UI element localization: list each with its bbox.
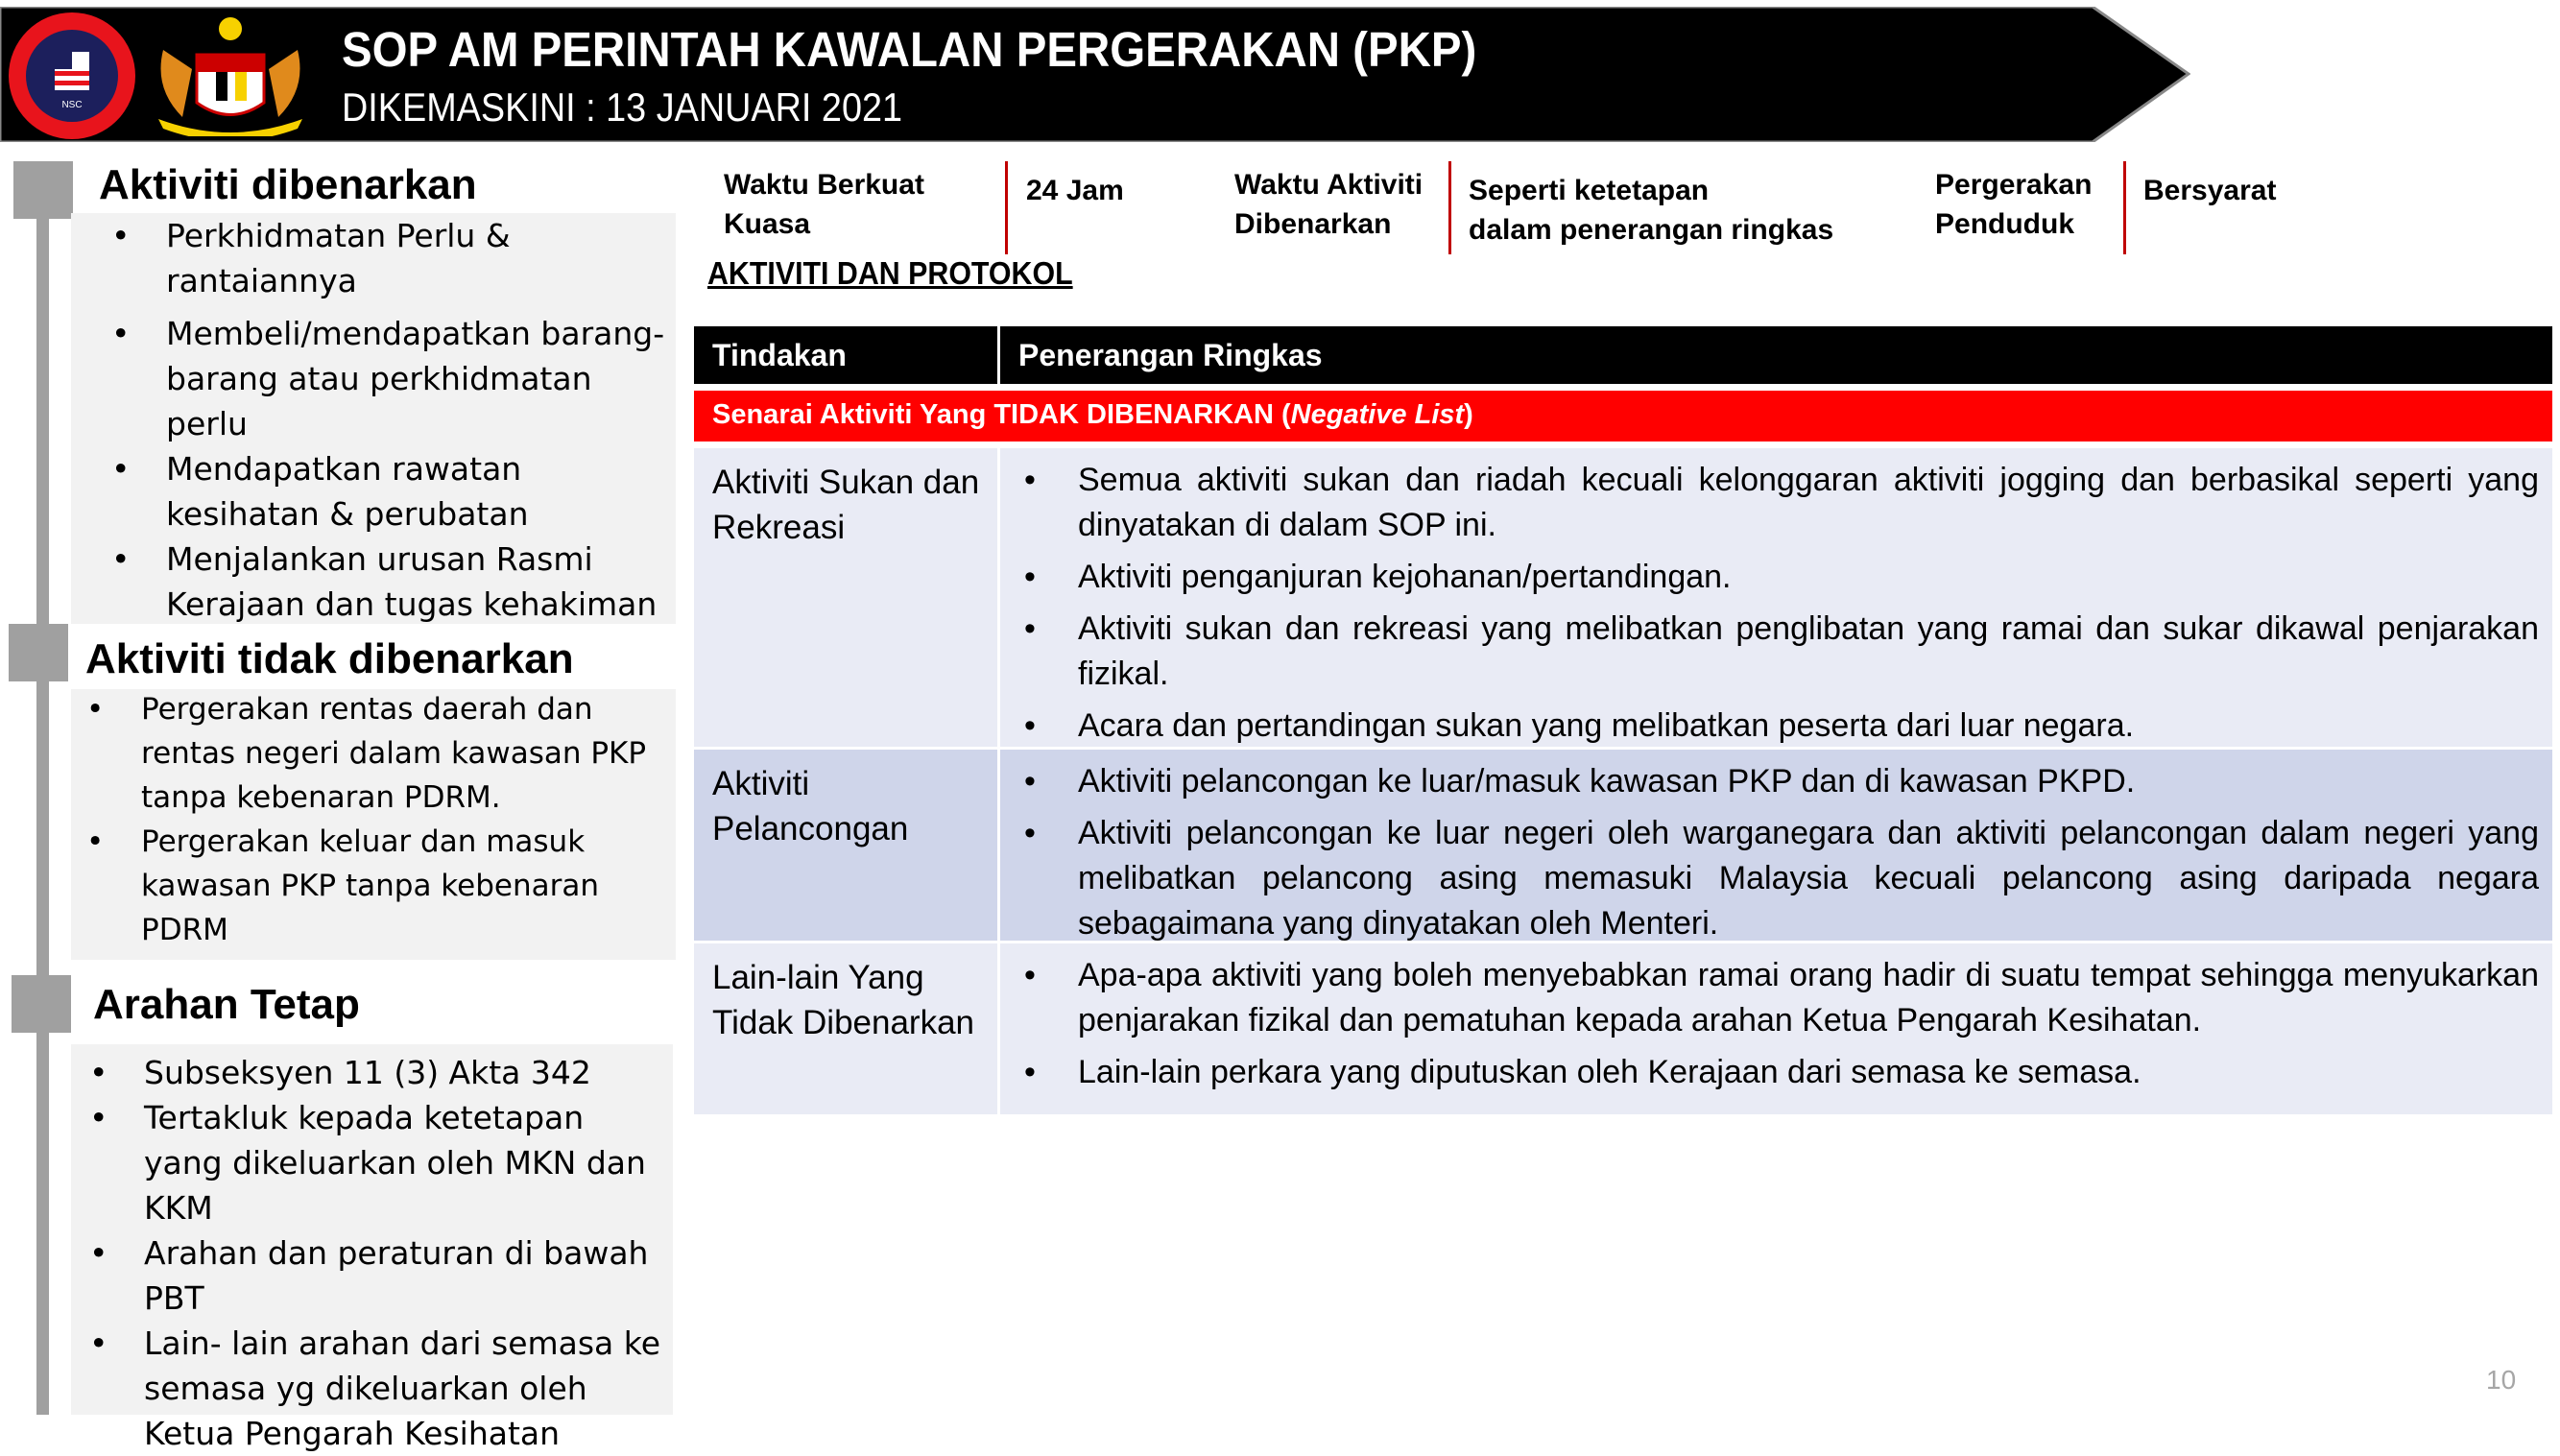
row-action: Aktiviti Sukan dan Rekreasi — [712, 464, 980, 546]
column-separator — [997, 326, 1000, 384]
list-item: • Arahan dan peraturan di bawah PBT — [144, 1230, 672, 1321]
list-item: • Acara dan pertandingan sukan yang melibatkan peserta dari luar negara. — [1078, 704, 2539, 749]
banner-text: Senarai Aktiviti Yang TIDAK DIBENARKAN ( — [712, 399, 1291, 430]
label-line: Pergerakan — [1935, 169, 2093, 201]
list-item: • Aktiviti pelancongan ke luar negeri oleh warganegara dan aktiviti pelancongan dalam negeri yang melibatkan pelancong asing memasuki Malaysia kecuali pelancong asing daripada negara sebagaimana yang dinyatakan oleh Menteri. — [1078, 811, 2539, 946]
value-line: Seperti ketetapan — [1469, 175, 1710, 206]
list-item: • Semua aktiviti sukan dan riadah kecuali kelonggaran aktiviti jogging dan berbasikal seperti yang dinyatakan di dalam SOP ini. — [1078, 458, 2539, 548]
label-line: Kuasa — [724, 208, 811, 240]
list-item: • Aktiviti pelancongan ke luar/masuk kawasan PKP dan di kawasan PKPD. — [1078, 759, 2539, 804]
list-item: • Lain-lain perkara yang diputuskan oleh Kerajaan dari semasa ke semasa. — [1078, 1050, 2539, 1095]
label-line: Penduduk — [1935, 208, 2075, 240]
column-header-penerangan: Penerangan Ringkas — [1018, 338, 1323, 372]
table-row — [694, 448, 2552, 747]
section-title: AKTIVITI DAN PROTOKOL — [707, 255, 1073, 291]
list-item: • Apa-apa aktiviti yang boleh menyebabkan ramai orang hadir di suatu tempat sehingga menyukarkan penjarakan fizikal dan pematuhan kepada arahan Ketua Pengarah Kesihatan. — [1078, 953, 2539, 1043]
column-separator — [997, 943, 1000, 1114]
waktu-berkuat-label — [724, 165, 924, 244]
list-item: • Aktiviti sukan dan rekreasi yang melibatkan penglibatan yang ramai dan sukar dikawal penjarakan fizikal. — [1078, 607, 2539, 697]
banner-italic: Negative List — [1290, 399, 1465, 430]
coat-of-arms-logo — [144, 12, 317, 136]
row-action: Aktiviti Pelancongan — [712, 765, 909, 847]
page-title: SOP AM PERINTAH KAWALAN PERGERAKAN (PKP) — [342, 22, 1477, 77]
not-allowed-list — [141, 687, 679, 952]
label-line: Dibenarkan — [1234, 208, 1392, 240]
waktu-aktiviti-value — [1469, 171, 1833, 250]
waktu-aktiviti-label — [1234, 165, 1423, 244]
table-header — [694, 326, 2552, 384]
timeline-marker — [13, 161, 73, 219]
standing-list — [144, 1050, 672, 1456]
banner-text: ) — [1464, 399, 1473, 430]
allowed-list — [166, 213, 680, 627]
svg-text:NSC: NSC — [61, 100, 83, 110]
row-items — [1078, 458, 2539, 755]
waktu-berkuat-value: 24 Jam — [1026, 175, 1124, 206]
list-item: • Aktiviti penganjuran kejohanan/pertandingan. — [1078, 555, 2539, 600]
label-line: Waktu Berkuat — [724, 169, 924, 201]
timeline-line — [36, 213, 49, 1415]
pergerakan-label — [1935, 165, 2092, 244]
page-number: 10 — [2486, 1365, 2517, 1395]
allowed-heading: Aktiviti dibenarkan — [99, 161, 477, 208]
list-item: • Membeli/mendapatkan barang-barang atau perkhidmatan perlu — [166, 311, 680, 446]
list-item: • Lain- lain arahan dari semasa ke semasa yg dikeluarkan oleh Ketua Pengarah Kesihatan — [144, 1321, 672, 1456]
column-header-tindakan: Tindakan — [712, 338, 847, 372]
list-item: • Pergerakan keluar dan masuk kawasan PKP tanpa kebenaran PDRM — [141, 820, 679, 952]
divider — [1448, 161, 1451, 254]
list-item: • Perkhidmatan Perlu & rantaiannya — [166, 213, 680, 303]
pergerakan-value: Bersyarat — [2143, 175, 2277, 206]
row-action: Lain-lain Yang Tidak Dibenarkan — [712, 959, 975, 1041]
list-item: • Pergerakan rentas daerah dan rentas negeri dalam kawasan PKP tanpa kebenaran PDRM. — [141, 687, 679, 820]
list-item: • Subseksyen 11 (3) Akta 342 — [144, 1050, 672, 1095]
table-row — [694, 943, 2552, 1114]
negative-list-banner — [694, 391, 2552, 442]
page-subtitle: DIKEMASKINI : 13 JANUARI 2021 — [342, 84, 903, 130]
value-line: dalam penerangan ringkas — [1469, 214, 1834, 246]
row-items — [1078, 759, 2539, 953]
divider — [2123, 161, 2126, 254]
timeline-marker — [9, 624, 68, 681]
column-separator — [997, 750, 1000, 941]
divider — [1005, 161, 1008, 254]
timeline-marker — [12, 975, 71, 1033]
label-line: Waktu Aktiviti — [1234, 169, 1424, 201]
column-separator — [997, 448, 1000, 747]
row-items — [1078, 953, 2539, 1102]
nsc-logo — [5, 12, 139, 141]
table-row — [694, 750, 2552, 941]
standing-heading: Arahan Tetap — [93, 981, 360, 1028]
list-item: • Menjalankan urusan Rasmi Kerajaan dan tugas kehakiman — [166, 537, 680, 627]
list-item: • Mendapatkan rawatan kesihatan & perubatan — [166, 446, 680, 537]
list-item: • Tertakluk kepada ketetapan yang dikeluarkan oleh MKN dan KKM — [144, 1095, 672, 1230]
not-allowed-heading: Aktiviti tidak dibenarkan — [85, 635, 574, 682]
